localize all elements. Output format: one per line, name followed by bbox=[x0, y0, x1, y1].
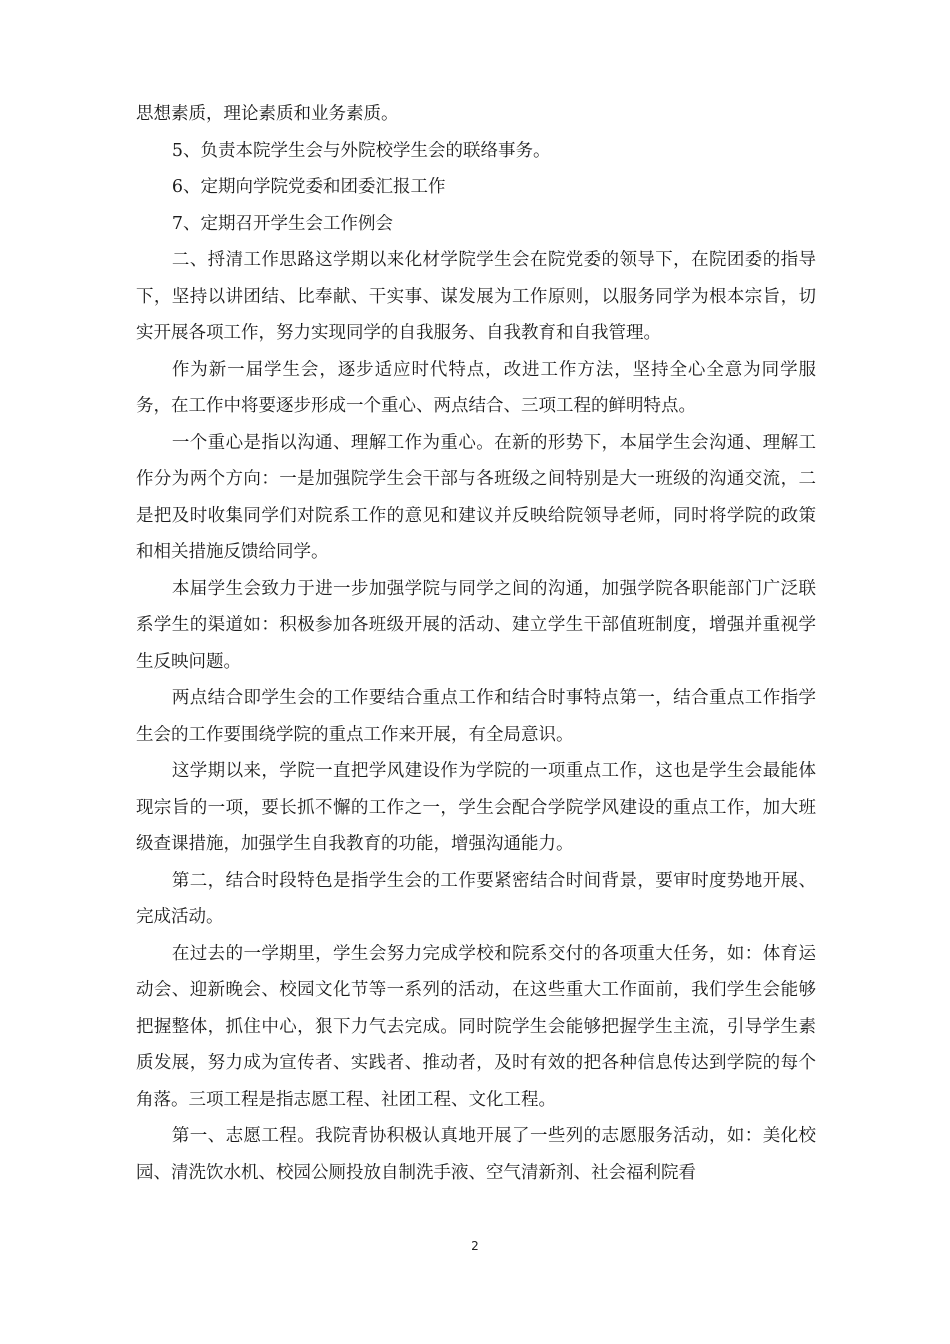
paragraph-5: 二、捋清工作思路这学期以来化材学院学生会在院党委的领导下，在院团委的指导下，坚持以讲团结、比奉献、干实事、谋发展为工作原则，以服务同学为根本宗旨，切实开展各项工作，努力实现同学的自我服务、自我教育和自我管理。 bbox=[136, 250, 816, 343]
paragraph-10: 这学期以来，学院一直把学风建设作为学院的一项重点工作，这也是学生会最能体现宗旨的一项，要长抓不懈的工作之一，学生会配合学院学风建设的重点工作，加大班级查课措施，加强学生自我教育的功能，增强沟通能力。 bbox=[136, 761, 816, 854]
paragraph-13: 第一、志愿工程。我院青协积极认真地开展了一些列的志愿服务活动，如：美化校园、清洗饮水机、校园公厕投放自制洗手液、空气清新剂、社会福利院看 bbox=[136, 1126, 816, 1183]
paragraph-3: 6、定期向学院党委和团委汇报工作 bbox=[171, 177, 446, 197]
paragraph-12: 在过去的一学期里，学生会努力完成学校和院系交付的各项重大任务，如：体育运动会、迎新晚会、校园文化节等一系列的活动，在这些重大工作面前，我们学生会能够把握整体，抓住中心，狠下力气去完成。同时院学生会能够把握学生主流，引导学生素质发展，努力成为宣传者、实践者、推动者，及时有效的把各种信息传达到学院的每个角落。三项工程是指志愿工程、社团工程、文化工程。 bbox=[136, 943, 816, 1110]
paragraph-2: 5、负责本院学生会与外院校学生会的联络事务。 bbox=[171, 140, 551, 161]
page-number: 2 bbox=[471, 1239, 479, 1253]
paragraph-4: 7、定期召开学生会工作例会 bbox=[171, 213, 394, 234]
paragraph-1: 思想素质，理论素质和业务素质。 bbox=[136, 104, 399, 124]
paragraph-6: 作为新一届学生会，逐步适应时代特点，改进工作方法，坚持全心全意为同学服务，在工作中将要逐步形成一个重心、两点结合、三项工程的鲜明特点。 bbox=[136, 359, 816, 416]
paragraph-11: 第二，结合时段特色是指学生会的工作要紧密结合时间背景，要审时度势地开展、完成活动。 bbox=[136, 870, 816, 927]
paragraph-9: 两点结合即学生会的工作要结合重点工作和结合时事特点第一，结合重点工作指学生会的工作要围绕学院的重点工作来开展，有全局意识。 bbox=[136, 688, 816, 745]
document-body bbox=[136, 96, 816, 1191]
paragraph-8: 本届学生会致力于进一步加强学院与同学之间的沟通，加强学院各职能部门广泛联系学生的渠道如：积极参加各班级开展的活动、建立学生干部值班制度，增强并重视学生反映问题。 bbox=[136, 578, 816, 672]
paragraph-7: 一个重心是指以沟通、理解工作为重心。在新的形势下，本届学生会沟通、理解工作分为两个方向：一是加强院学生会干部与各班级之间特别是大一班级的沟通交流，二是把及时收集同学们对院系工作的意见和建议并反映给院领导老师，同时将学院的政策和相关措施反馈给同学。 bbox=[136, 432, 816, 562]
